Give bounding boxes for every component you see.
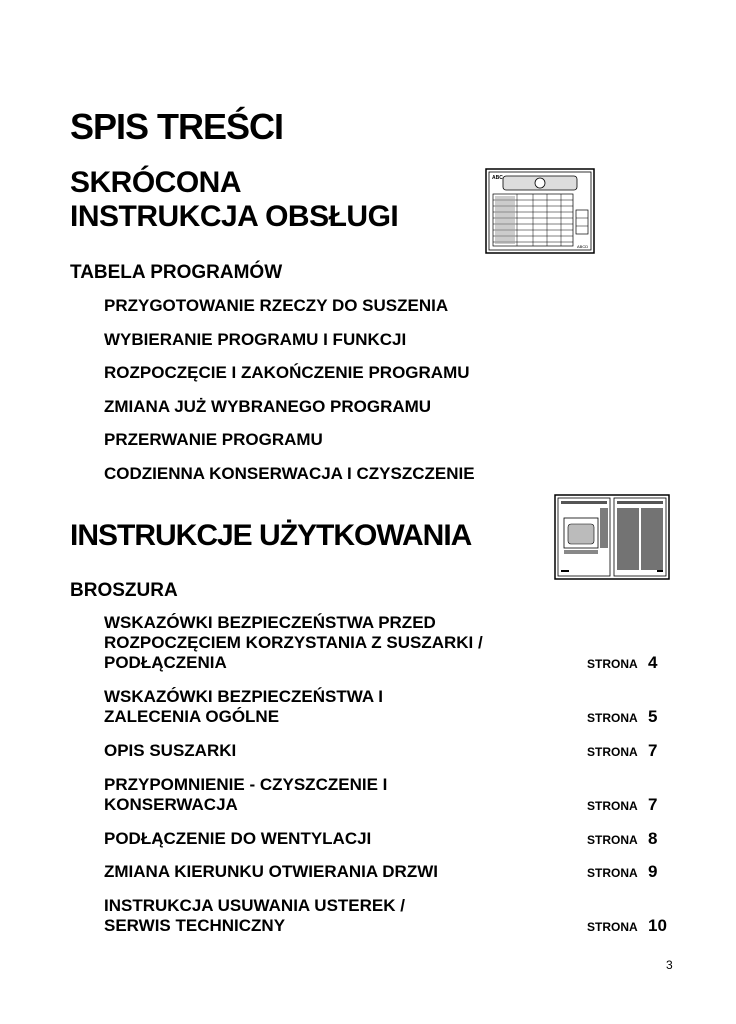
page-label: STRONA bbox=[587, 833, 638, 847]
page-label: STRONA bbox=[587, 866, 638, 880]
toc-entry-line: WSKAZÓWKI BEZPIECZEŃSTWA PRZED bbox=[104, 613, 436, 632]
toc-entry-line: PRZYPOMNIENIE - CZYSZCZENIE I bbox=[104, 775, 388, 794]
page-label: STRONA bbox=[587, 920, 638, 934]
toc-entry-line: PODŁĄCZENIA bbox=[104, 653, 227, 672]
toc-item: PRZYGOTOWANIE RZECZY DO SUSZENIA bbox=[104, 296, 449, 315]
toc-entry-line: SERWIS TECHNICZNY bbox=[104, 916, 286, 935]
page-ref: 7 bbox=[648, 741, 658, 760]
user-instructions-heading: INSTRUKCJE UŻYTKOWANIA bbox=[70, 519, 472, 552]
toc-item: WYBIERANIE PROGRAMU I FUNKCJI bbox=[104, 330, 407, 349]
quick-guide-heading-line1: SKRÓCONA bbox=[70, 166, 242, 199]
page-title: SPIS TREŚCI bbox=[70, 106, 284, 147]
toc-entry-line: PODŁĄCZENIE DO WENTYLACJI bbox=[104, 829, 372, 848]
toc-entry-line: WSKAZÓWKI BEZPIECZEŃSTWA I bbox=[104, 687, 383, 706]
toc-entry-line: KONSERWACJA bbox=[104, 795, 238, 814]
brochure-heading: BROSZURA bbox=[70, 580, 178, 601]
page-ref: 4 bbox=[648, 653, 658, 672]
toc-item: ZMIANA JUŻ WYBRANEGO PROGRAMU bbox=[104, 397, 432, 416]
page-ref: 5 bbox=[648, 707, 658, 726]
page-ref: 7 bbox=[648, 795, 658, 814]
page-ref: 10 bbox=[648, 916, 667, 935]
toc-item: PRZERWANIE PROGRAMU bbox=[104, 430, 323, 449]
toc-entry-line: INSTRUKCJA USUWANIA USTEREK / bbox=[104, 896, 405, 915]
program-table-thumbnail-icon bbox=[485, 168, 595, 254]
brochure-thumbnail-icon bbox=[554, 494, 670, 580]
toc-item: CODZIENNA KONSERWACJA I CZYSZCZENIE bbox=[104, 464, 475, 483]
svg-text:ABCD: ABCD bbox=[577, 244, 589, 249]
page-label: STRONA bbox=[587, 745, 638, 759]
toc-entry-line: OPIS SUSZARKI bbox=[104, 741, 237, 760]
page-number: 3 bbox=[666, 958, 673, 972]
toc-entry-line: ZMIANA KIERUNKU OTWIERANIA DRZWI bbox=[104, 862, 438, 881]
page-label: STRONA bbox=[587, 799, 638, 813]
svg-text:ABC: ABC bbox=[492, 175, 503, 181]
toc-item: ROZPOCZĘCIE I ZAKOŃCZENIE PROGRAMU bbox=[104, 363, 470, 382]
quick-guide-heading-line2: INSTRUKCJA OBSŁUGI bbox=[70, 200, 399, 233]
page-label: STRONA bbox=[587, 657, 638, 671]
toc-entry-line: ZALECENIA OGÓLNE bbox=[104, 707, 280, 726]
program-table-heading: TABELA PROGRAMÓW bbox=[70, 262, 283, 283]
page-ref: 9 bbox=[648, 862, 658, 881]
page-ref: 8 bbox=[648, 829, 658, 848]
toc-entry-line: ROZPOCZĘCIEM KORZYSTANIA Z SUSZARKI / bbox=[104, 633, 483, 652]
page-label: STRONA bbox=[587, 711, 638, 725]
